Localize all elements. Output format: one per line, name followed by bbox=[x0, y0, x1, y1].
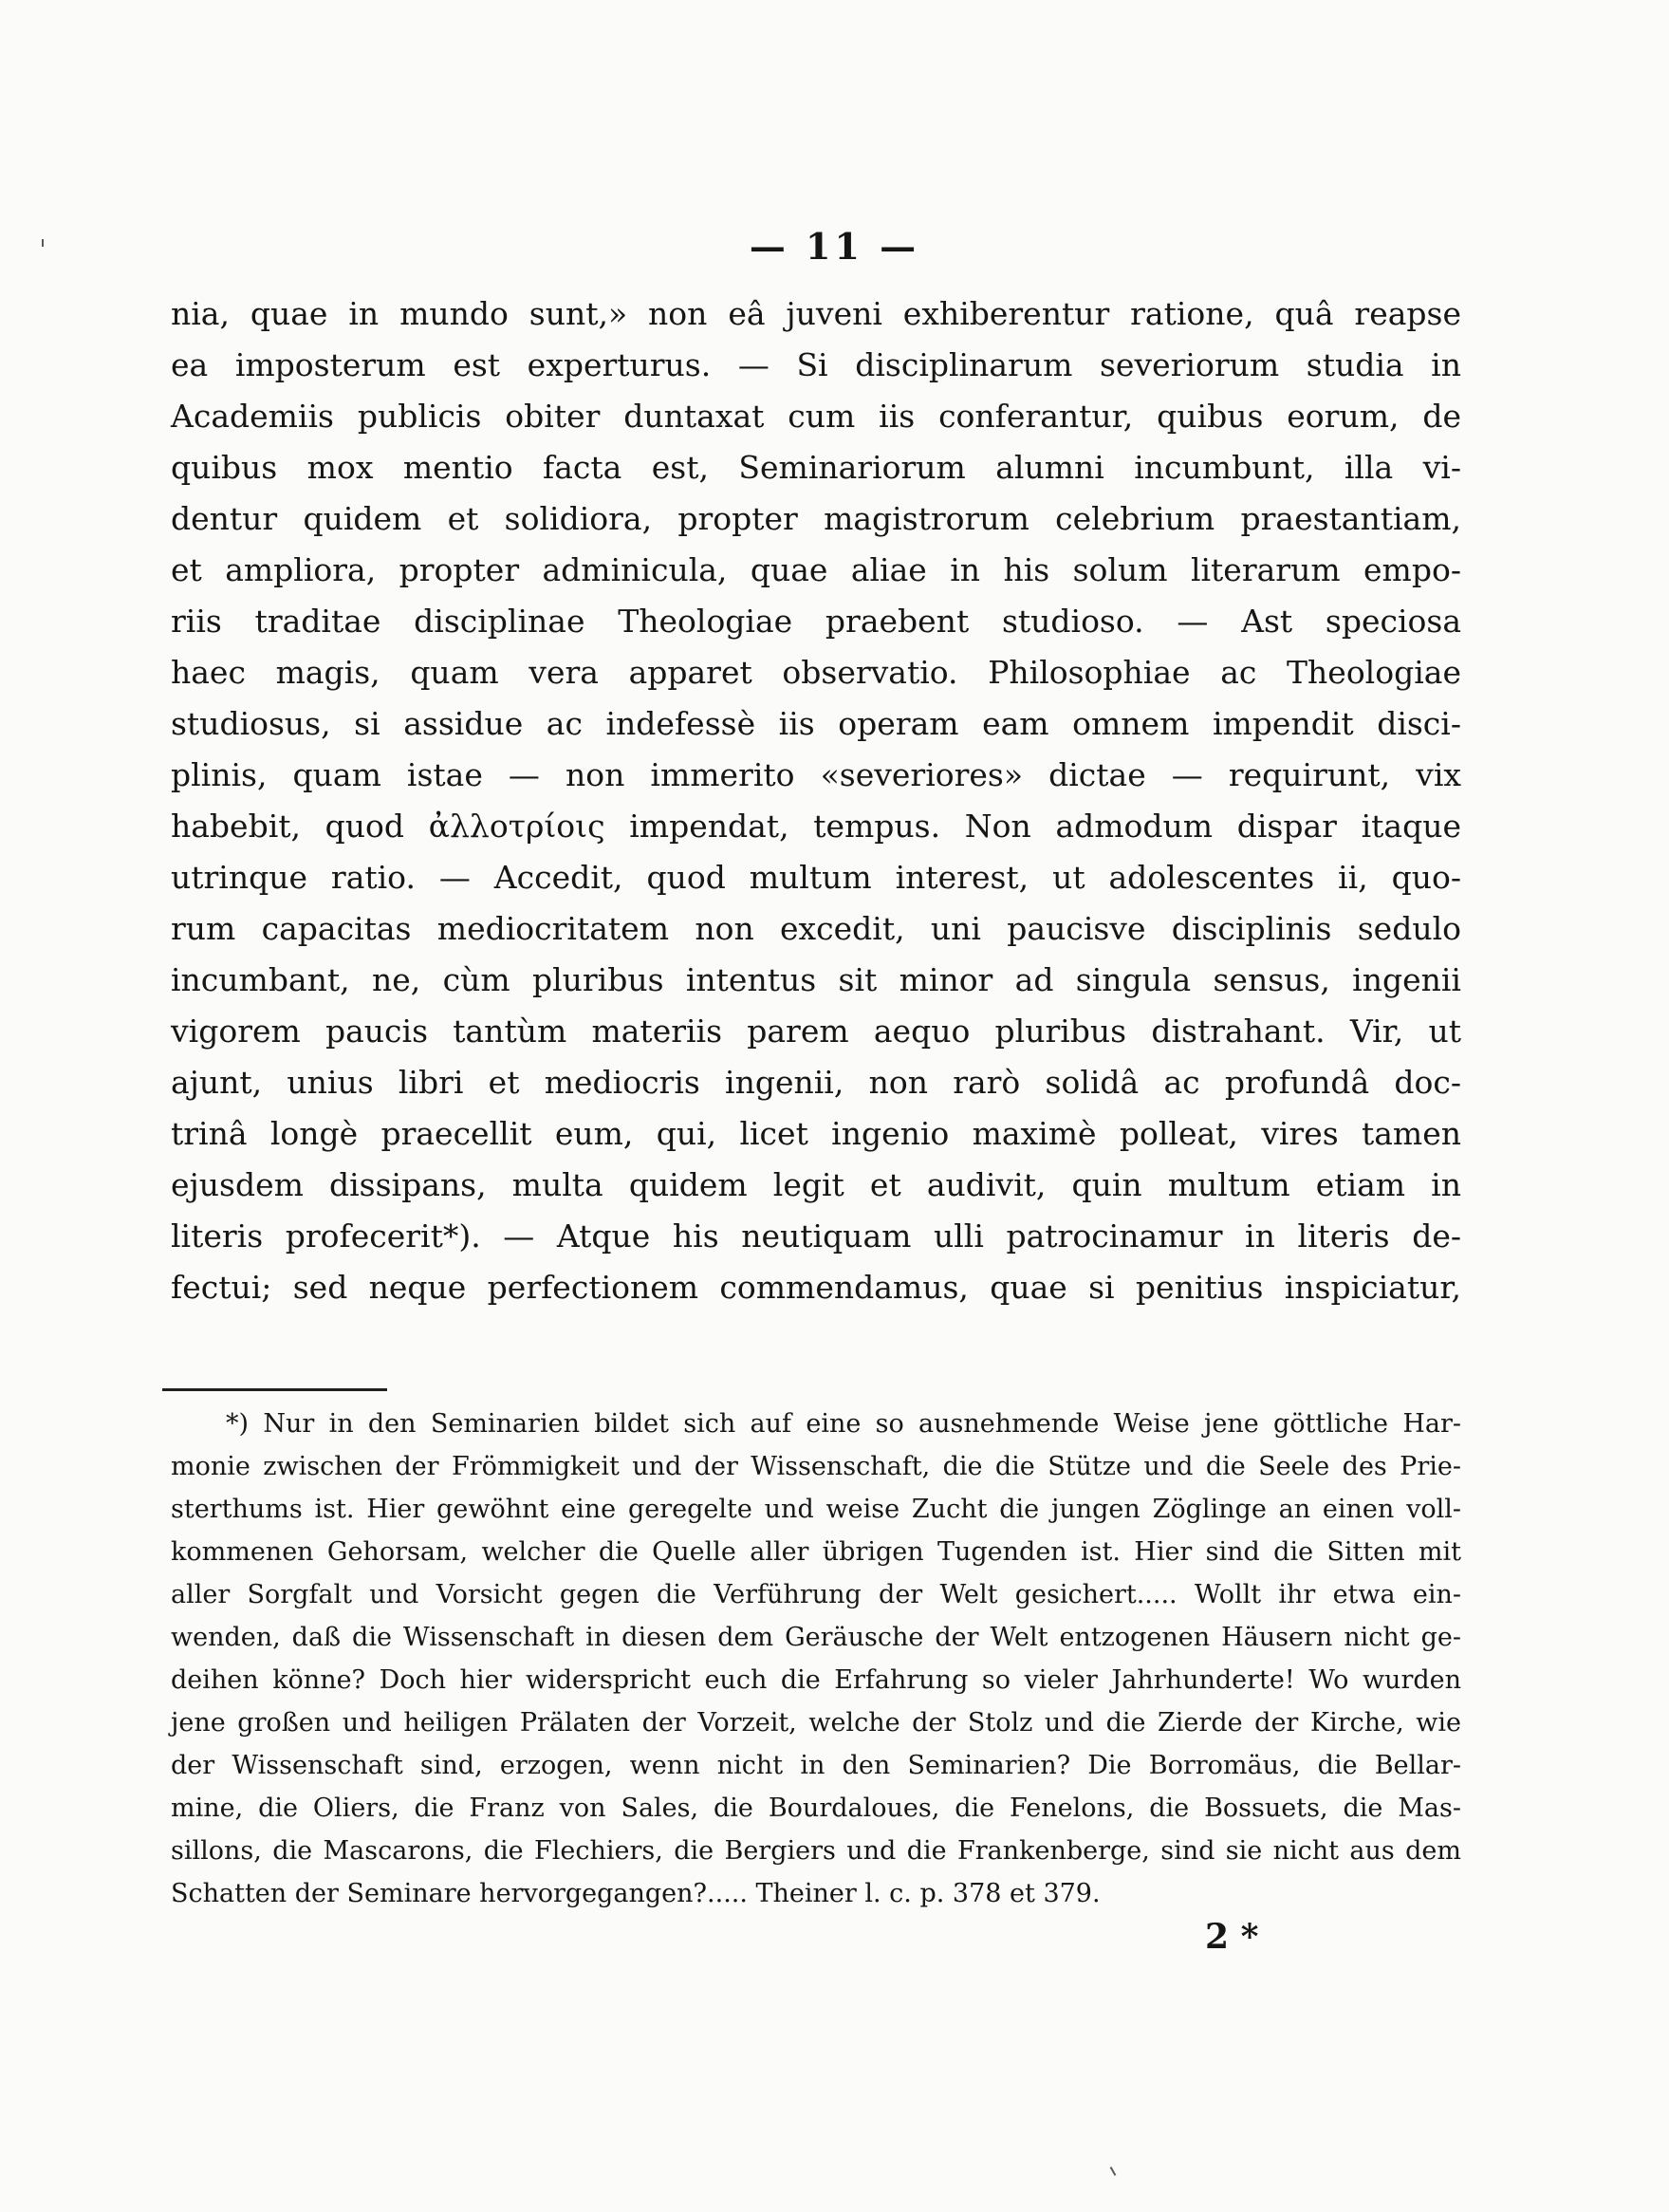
footnote-line: monie zwischen der Frömmigkeit und der Wissenschaft, die die Stütze und die Seele des Prie- bbox=[171, 1452, 1461, 1481]
footnote-line: wenden, daß die Wissenschaft in diesen dem Geräusche der Welt entzogenen Häusern nicht ge- bbox=[171, 1623, 1461, 1652]
footnote-line: kommenen Gehorsam, welcher die Quelle aller übrigen Tugenden ist. Hier sind die Sitten mit bbox=[171, 1537, 1461, 1567]
text-line: quibus mox mentio facta est, Seminariorum alumni incumbunt, illa vi- bbox=[171, 449, 1461, 486]
text-line: fectui; sed neque perfectionem commendamus, quae si penitius inspiciatur, bbox=[171, 1269, 1461, 1306]
scan-mark bbox=[42, 239, 44, 247]
page-number: — 11 — bbox=[749, 225, 920, 268]
text-line: utrinque ratio. — Accedit, quod multum interest, ut adolescentes ii, quo- bbox=[171, 859, 1461, 896]
text-line: habebit, quod ἀλλοτρίοις impendat, tempus. Non admodum dispar itaque bbox=[171, 808, 1461, 845]
footnote-line: *) Nur in den Seminarien bildet sich auf eine so ausnehmende Weise jene göttliche Har- bbox=[226, 1409, 1461, 1439]
text-line: et ampliora, propter adminicula, quae aliae in his solum literarum empo- bbox=[171, 551, 1461, 588]
text-line: ea imposterum est experturus. — Si disciplinarum severiorum studia in bbox=[171, 346, 1461, 383]
footnote-line: mine, die Oliers, die Franz von Sales, die Bourdaloues, die Fenelons, die Bossuets, die Mas- bbox=[171, 1794, 1461, 1823]
text-line: vigorem paucis tantùm materiis parem aequo pluribus distrahant. Vir, ut bbox=[171, 1013, 1461, 1050]
text-line: Academiis publicis obiter duntaxat cum iis conferantur, quibus eorum, de bbox=[171, 398, 1461, 435]
text-line: ejusdem dissipans, multa quidem legit et audivit, quin multum etiam in bbox=[171, 1166, 1461, 1203]
text-line: nia, quae in mundo sunt,» non eâ juveni exhiberentur ratione, quâ reapse bbox=[171, 295, 1461, 332]
text-line: trinâ longè praecellit eum, qui, licet ingenio maximè polleat, vires tamen bbox=[171, 1115, 1461, 1152]
footnote bbox=[171, 1403, 1461, 1915]
text-line: literis profecerit*). — Atque his neutiquam ulli patrocinamur in literis de- bbox=[171, 1218, 1461, 1255]
text-line: studiosus, si assidue ac indefessè iis operam eam omnem impendit disci- bbox=[171, 705, 1461, 742]
footnote-line: Schatten der Seminare hervorgegangen?..... Theiner l. c. p. 378 et 379. bbox=[171, 1879, 1101, 1908]
signature-mark: 2 * bbox=[1205, 1917, 1259, 1957]
main-text-body bbox=[171, 288, 1461, 1313]
text-line: ajunt, unius libri et mediocris ingenii, non rarò solidâ ac profundâ doc- bbox=[171, 1064, 1461, 1101]
footnote-line: jene großen und heiligen Prälaten der Vorzeit, welche der Stolz und die Zierde der Kirche, wie bbox=[171, 1708, 1461, 1738]
footnote-line: aller Sorgfalt und Vorsicht gegen die Verführung der Welt gesichert..... Wollt ihr etwa ein- bbox=[171, 1580, 1461, 1609]
text-line: haec magis, quam vera apparet observatio. Philosophiae ac Theologiae bbox=[171, 654, 1461, 691]
text-line: incumbant, ne, cùm pluribus intentus sit minor ad singula sensus, ingenii bbox=[171, 961, 1461, 998]
text-line: riis traditae disciplinae Theologiae praebent studioso. — Ast speciosa bbox=[171, 603, 1461, 640]
footnote-rule bbox=[162, 1388, 387, 1391]
footnote-line: sillons, die Mascarons, die Flechiers, die Bergiers und die Frankenberge, sind sie nicht aus dem bbox=[171, 1836, 1461, 1866]
text-line: dentur quidem et solidiora, propter magistrorum celebrium praestantiam, bbox=[171, 500, 1461, 537]
footnote-line: der Wissenschaft sind, erzogen, wenn nicht in den Seminarien? Die Borromäus, die Bellar- bbox=[171, 1751, 1461, 1780]
footnote-line: sterthums ist. Hier gewöhnt eine geregelte und weise Zucht die jungen Zöglinge an einen voll- bbox=[171, 1495, 1461, 1524]
text-line: plinis, quam istae — non immerito «severiores» dictae — requirunt, vix bbox=[171, 756, 1461, 793]
footnote-line: deihen könne? Doch hier widerspricht euch die Erfahrung so vieler Jahrhunderte! Wo wurden bbox=[171, 1665, 1461, 1695]
scan-mark bbox=[1110, 2166, 1117, 2176]
text-line: rum capacitas mediocritatem non excedit, uni paucisve disciplinis sedulo bbox=[171, 910, 1461, 947]
